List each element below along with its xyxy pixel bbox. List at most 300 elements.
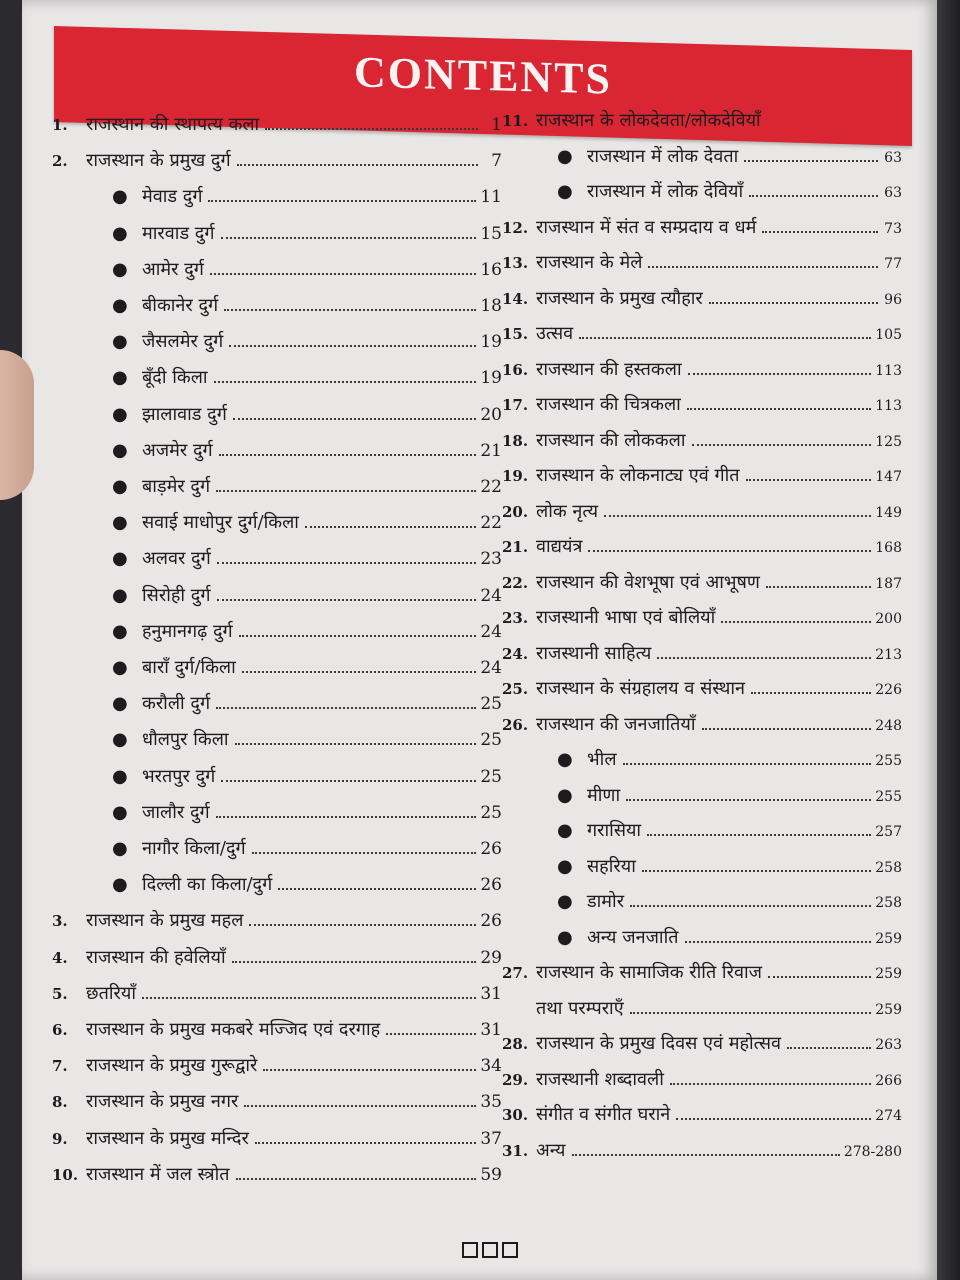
toc-entry (112, 691, 502, 715)
entry-title: हनुमानगढ़ दुर्ग (142, 620, 233, 642)
book-page (22, 0, 937, 1280)
dot-leader (766, 586, 871, 588)
entry-number: 13. (502, 254, 529, 272)
dot-leader (623, 763, 872, 765)
entry-title: राजस्थान में लोक देवियाँ (587, 181, 744, 202)
toc-entry (52, 1162, 502, 1186)
toc-entry (502, 641, 902, 665)
entry-page-number: 63 (884, 185, 902, 201)
bullet-icon: ● (112, 838, 128, 859)
toc-entry (52, 908, 502, 932)
entry-page-number: 168 (875, 540, 902, 556)
entry-page-number: 25 (480, 730, 502, 751)
dot-leader (702, 728, 872, 730)
dot-leader (252, 852, 477, 854)
entry-number: 27. (502, 964, 529, 982)
entry-number: 19. (502, 467, 529, 485)
toc-entry (112, 872, 502, 896)
entry-page-number: 20 (480, 404, 502, 425)
entry-page-number: 259 (875, 966, 902, 982)
dot-leader (224, 309, 476, 311)
entry-page-number: 31 (480, 1020, 502, 1040)
entry-page-number: 73 (884, 220, 902, 237)
entry-number: 15. (502, 325, 529, 343)
dot-leader (239, 635, 477, 637)
entry-title: करौली दुर्ग (142, 693, 211, 715)
bullet-icon: ● (557, 820, 573, 841)
entry-number: 11. (502, 112, 529, 130)
entry-title: मेवाड दुर्ग (142, 186, 203, 208)
entry-page-number: 213 (875, 646, 902, 663)
entry-page-number: 19 (480, 332, 502, 353)
toc-entry (502, 960, 902, 984)
dot-leader (217, 599, 477, 601)
page-title: CONTENTS (353, 47, 613, 104)
bullet-icon: ● (112, 222, 128, 244)
toc-entry (112, 438, 502, 462)
entry-title: संगीत व संगीत घराने (536, 1104, 671, 1125)
dot-leader (749, 195, 878, 197)
bullet-icon: ● (557, 749, 573, 770)
entry-page-number: 96 (884, 291, 902, 308)
entry-number: 26. (502, 715, 529, 734)
entry-number: 9. (52, 1129, 68, 1148)
toc-entry (112, 619, 502, 643)
entry-number: 1. (52, 116, 68, 134)
dot-leader (263, 1069, 476, 1071)
entry-number: 16. (502, 360, 529, 379)
dot-leader (746, 479, 872, 481)
toc-entry (557, 818, 902, 842)
book-edge (937, 0, 960, 1280)
entry-page-number: 266 (875, 1072, 902, 1089)
bullet-icon: ● (112, 476, 128, 497)
entry-number: 30. (502, 1106, 529, 1124)
bullet-icon: ● (112, 765, 128, 787)
bullet-icon: ● (112, 874, 128, 896)
entry-title: राजस्थान के प्रमुख मन्दिर (86, 1127, 249, 1149)
entry-title: दिल्ली का किला/दुर्ग (142, 874, 273, 896)
entry-page-number: 19 (480, 368, 502, 389)
toc-entry (502, 1067, 902, 1091)
dot-leader (630, 1012, 872, 1014)
bullet-icon: ● (112, 186, 128, 208)
dot-leader (233, 418, 477, 420)
bullet-icon: ● (112, 258, 128, 280)
entry-page-number: 22 (480, 477, 502, 497)
entry-page-number: 21 (480, 440, 502, 461)
toc-entry (502, 499, 902, 523)
entry-page-number: 15 (480, 223, 502, 244)
toc-entry (112, 800, 502, 824)
bullet-icon: ● (112, 403, 128, 425)
bullet-icon: ● (557, 855, 573, 877)
dot-leader (579, 337, 871, 339)
toc-entry (112, 836, 502, 860)
dot-leader (217, 562, 477, 564)
toc-entry (502, 321, 902, 345)
entry-page-number: 63 (884, 149, 902, 166)
bullet-icon: ● (112, 548, 128, 570)
dot-leader (244, 1105, 476, 1107)
entry-title: सिरोही दुर्ग (142, 584, 211, 606)
toc-entry (112, 329, 502, 353)
entry-number: 18. (502, 431, 529, 450)
entry-number: 8. (52, 1093, 68, 1112)
entry-title: राजस्थानी शब्दावली (536, 1068, 664, 1090)
thumb (0, 350, 34, 500)
bullet-icon: ● (112, 657, 128, 678)
toc-entry (502, 286, 902, 310)
square-icon (502, 1242, 518, 1258)
entry-title: छतरियाँ (86, 982, 137, 1004)
entry-number: 6. (52, 1021, 68, 1039)
entry-page-number: 274 (875, 1108, 902, 1124)
entry-title: भील (587, 749, 617, 770)
entry-page-number: 259 (875, 1001, 902, 1018)
entry-page-number: 105 (875, 327, 902, 343)
entry-title: बाड़मेर दुर्ग (142, 476, 211, 497)
dot-leader (657, 657, 871, 659)
entry-number: 25. (502, 680, 529, 698)
entry-title: राजस्थानी भाषा एवं बोलियाँ (536, 607, 716, 628)
dot-leader (572, 1154, 840, 1156)
dot-leader (237, 164, 478, 166)
toc-entry (52, 1126, 502, 1150)
toc-entry (502, 605, 902, 629)
dot-leader (647, 834, 871, 836)
entry-page-number: 125 (875, 433, 902, 450)
bullet-icon: ● (112, 295, 128, 316)
entry-page-number: 248 (875, 717, 902, 734)
entry-number: 21. (502, 538, 529, 556)
entry-title: मारवाड दुर्ग (142, 222, 215, 244)
toc-entry (52, 148, 502, 172)
dot-leader (214, 381, 477, 383)
dot-leader (142, 997, 476, 999)
toc-entry (557, 144, 902, 168)
entry-title: अजमेर दुर्ग (142, 439, 213, 461)
dot-leader (670, 1083, 871, 1085)
entry-page-number: 257 (875, 824, 902, 840)
toc-entry (112, 474, 502, 498)
toc-entry (502, 250, 902, 274)
entry-number: 3. (52, 912, 68, 931)
entry-title: जालौर दुर्ग (142, 801, 210, 823)
entry-title: राजस्थान के मेले (536, 252, 643, 273)
dot-leader (685, 941, 872, 943)
entry-number: 4. (52, 948, 68, 967)
square-icon (462, 1242, 478, 1258)
entry-title: सवाई माधोपुर दुर्ग/किला (142, 512, 299, 534)
entry-title: राजस्थान के प्रमुख त्यौहार (536, 287, 703, 309)
toc-entry (557, 179, 902, 203)
entry-title: भरतपुर दुर्ग (142, 765, 216, 787)
end-marker (462, 1242, 518, 1258)
entry-title: राजस्थान की जनजातियाँ (536, 713, 696, 735)
dot-leader (255, 1142, 477, 1144)
entry-page-number: 255 (875, 788, 902, 805)
dot-leader (709, 302, 878, 304)
entry-page-number: 31 (480, 983, 502, 1004)
entry-page-number: 187 (875, 575, 902, 592)
entry-page-number: 226 (875, 682, 902, 698)
entry-title: लोक नृत्य (536, 500, 599, 522)
dot-leader (768, 976, 871, 978)
entry-page-number: 37 (480, 1128, 502, 1149)
entry-title: राजस्थान की चित्रकला (536, 394, 681, 415)
dot-leader (787, 1047, 871, 1049)
dot-leader (692, 444, 872, 446)
dot-leader (221, 237, 477, 239)
toc-entry (502, 676, 902, 700)
dot-leader (278, 888, 476, 890)
dot-leader (265, 128, 478, 130)
bullet-icon: ● (112, 801, 128, 823)
entry-page-number: 259 (875, 930, 902, 947)
bullet-icon: ● (557, 926, 573, 948)
entry-number: 22. (502, 573, 529, 592)
entry-page-number: 35 (480, 1092, 502, 1113)
toc-entry (502, 463, 902, 487)
toc-entry (502, 108, 902, 132)
toc-entry (52, 1089, 502, 1113)
entry-title: राजस्थान की वेशभूषा एवं आभूषण (536, 571, 760, 593)
toc-entry (112, 546, 502, 570)
entry-title: अन्य जनजाति (587, 926, 679, 948)
entry-title: बाराँ दुर्ग/किला (142, 657, 236, 678)
bullet-icon: ● (112, 693, 128, 715)
entry-page-number: 263 (875, 1037, 902, 1053)
entry-title: राजस्थान के प्रमुख महल (86, 910, 244, 932)
entry-number: 10. (52, 1165, 79, 1184)
entry-page-number: 77 (884, 256, 902, 272)
dot-leader (221, 780, 476, 782)
entry-page-number: 255 (875, 753, 902, 769)
entry-title: राजस्थान के प्रमुख नगर (86, 1091, 239, 1113)
toc-entry (502, 215, 902, 239)
entry-title: राजस्थान के प्रमुख दिवस एवं महोत्सव (536, 1033, 782, 1054)
toc-entry (502, 534, 902, 558)
entry-title: उत्सव (536, 323, 574, 344)
entry-page-number: 24 (480, 658, 502, 678)
toc-entry (52, 1053, 502, 1077)
toc-entry (52, 1017, 502, 1041)
entry-title: राजस्थानी साहित्य (536, 642, 652, 664)
bullet-icon: ● (112, 331, 128, 353)
entry-title: बीकानेर दुर्ग (142, 295, 219, 316)
entry-number: 12. (502, 218, 529, 237)
entry-title: राजस्थान के प्रमुख गुरूद्वारे (86, 1055, 258, 1077)
bullet-icon: ● (557, 145, 573, 167)
entry-page-number: 1 (491, 115, 502, 135)
toc-entry (502, 570, 902, 594)
entry-number: 14. (502, 289, 529, 308)
dot-leader (648, 266, 878, 268)
entry-title: मीणा (587, 784, 621, 806)
entry-title: सहरिया (587, 855, 636, 877)
entry-page-number: 149 (875, 504, 902, 521)
entry-page-number: 26 (480, 911, 502, 932)
bullet-icon: ● (112, 729, 128, 751)
entry-page-number: 278-280 (843, 1143, 902, 1160)
toc-entry (112, 764, 502, 788)
dot-leader (235, 743, 477, 745)
bullet-icon: ● (557, 784, 573, 806)
entry-page-number: 258 (875, 895, 902, 911)
entry-title: अन्य (536, 1139, 566, 1161)
toc-entry (502, 1102, 902, 1126)
toc-entry (112, 510, 502, 534)
entry-number: 24. (502, 644, 529, 663)
entry-number: 5. (52, 984, 68, 1003)
dot-leader (210, 273, 476, 275)
entry-page-number: 113 (875, 398, 902, 414)
entry-title: राजस्थान की हवेलियाँ (86, 946, 226, 968)
entry-number: 17. (502, 396, 529, 414)
entry-page-number: 34 (480, 1056, 502, 1077)
toc-entry (502, 1138, 902, 1162)
toc-entry (52, 945, 502, 969)
entry-title: अलवर दुर्ग (142, 548, 211, 570)
entry-title: वाद्ययंत्र (536, 536, 583, 557)
entry-number: 20. (502, 502, 529, 521)
entry-page-number: 24 (480, 585, 502, 606)
dot-leader (588, 550, 871, 552)
toc-entry (502, 357, 902, 381)
entry-title: राजस्थान के प्रमुख मकबरे मज्जिद एवं दरगाह (86, 1019, 381, 1040)
toc-entry (502, 996, 902, 1020)
toc-entry (112, 221, 502, 245)
toc-entry (557, 854, 902, 878)
entry-title: राजस्थान के लोकदेवता/लोकदेवियाँ (536, 110, 761, 131)
entry-page-number: 22 (480, 513, 502, 534)
entry-title: राजस्थान में जल स्त्रोत (86, 1163, 230, 1185)
entry-title: राजस्थान के लोकनाट्य एवं गीत (536, 465, 740, 486)
entry-page-number: 25 (480, 766, 502, 787)
entry-title: राजस्थान में लोक देवता (587, 145, 739, 167)
entry-title: झालावाड दुर्ग (142, 403, 227, 425)
toc-entry (112, 583, 502, 607)
toc-entry (112, 293, 502, 317)
dot-leader (242, 671, 477, 673)
toc-entry (502, 428, 902, 452)
dot-leader (762, 231, 878, 233)
entry-page-number: 258 (875, 859, 902, 876)
bullet-icon: ● (112, 439, 128, 461)
entry-title: राजस्थान की हस्तकला (536, 358, 682, 380)
toc-entry (52, 981, 502, 1005)
entry-number: 31. (502, 1141, 529, 1160)
square-icon (482, 1242, 498, 1258)
entry-title: डामोर (587, 891, 625, 912)
dot-leader (721, 621, 871, 623)
entry-page-number: 16 (480, 259, 502, 280)
entry-page-number: 24 (480, 621, 502, 642)
toc-entry (112, 184, 502, 208)
toc-entry (112, 727, 502, 751)
entry-page-number: 29 (480, 947, 502, 968)
dot-leader (687, 408, 871, 410)
entry-title: गरासिया (587, 820, 642, 841)
dot-leader (386, 1033, 476, 1035)
bullet-icon: ● (112, 367, 128, 389)
dot-leader (219, 454, 477, 456)
entry-page-number: 113 (875, 362, 902, 379)
entry-page-number: 23 (480, 549, 502, 570)
bullet-icon: ● (557, 891, 573, 912)
entry-title: नागौर किला/दुर्ग (142, 838, 246, 859)
dot-leader (236, 1178, 477, 1180)
entry-title: आमेर दुर्ग (142, 258, 204, 280)
entry-number: 28. (502, 1035, 529, 1053)
toc-entry (557, 889, 902, 913)
entry-number: 7. (52, 1057, 68, 1076)
entry-number: 29. (502, 1070, 529, 1089)
toc-entry (502, 712, 902, 736)
dot-leader (676, 1118, 871, 1120)
entry-title: राजस्थान के प्रमुख दुर्ग (86, 150, 231, 172)
entry-title: राजस्थान की स्थापत्य कला (86, 114, 260, 135)
dot-leader (216, 816, 477, 818)
toc-entry (112, 365, 502, 389)
entry-page-number: 59 (480, 1164, 502, 1185)
entry-number: 2. (52, 152, 68, 171)
toc-entry (502, 1031, 902, 1055)
entry-title: जैसलमेर दुर्ग (142, 331, 224, 353)
bullet-icon: ● (112, 620, 128, 642)
entry-page-number: 147 (875, 469, 902, 485)
entry-number: 23. (502, 609, 529, 627)
entry-title: राजस्थान की लोककला (536, 429, 686, 451)
dot-leader (229, 345, 476, 347)
toc-entry (557, 783, 902, 807)
bullet-icon: ● (557, 181, 573, 202)
dot-leader (751, 692, 871, 694)
dot-leader (232, 961, 477, 963)
entry-page-number: 7 (491, 151, 502, 172)
dot-leader (630, 905, 871, 907)
toc-entry (52, 112, 502, 136)
entry-title: राजस्थान के सामाजिक रीति रिवाज (536, 962, 762, 983)
entry-title: बूँदी किला (142, 367, 208, 389)
dot-leader (744, 160, 878, 162)
entry-page-number: 26 (480, 839, 502, 859)
entry-page-number: 25 (480, 694, 502, 715)
entry-page-number: 25 (480, 802, 502, 823)
dot-leader (604, 515, 871, 517)
entry-title: राजस्थान में संत व सम्प्रदाय व धर्म (536, 216, 757, 238)
toc-entry (112, 257, 502, 281)
dot-leader (305, 526, 476, 528)
entry-page-number: 200 (875, 611, 902, 627)
toc-entry (557, 925, 902, 949)
bullet-icon: ● (112, 512, 128, 534)
dot-leader (216, 707, 476, 709)
bullet-icon: ● (112, 584, 128, 606)
dot-leader (688, 373, 872, 375)
toc-entry (112, 655, 502, 679)
dot-leader (626, 799, 871, 801)
entry-title: राजस्थान के संग्रहालय व संस्थान (536, 678, 746, 699)
entry-title: धौलपुर किला (142, 729, 229, 751)
entry-title: तथा परम्पराएँ (536, 997, 624, 1019)
dot-leader (642, 870, 871, 872)
dot-leader (249, 924, 476, 926)
entry-page-number: 18 (480, 296, 502, 316)
dot-leader (208, 200, 476, 202)
toc-entry (557, 747, 902, 771)
